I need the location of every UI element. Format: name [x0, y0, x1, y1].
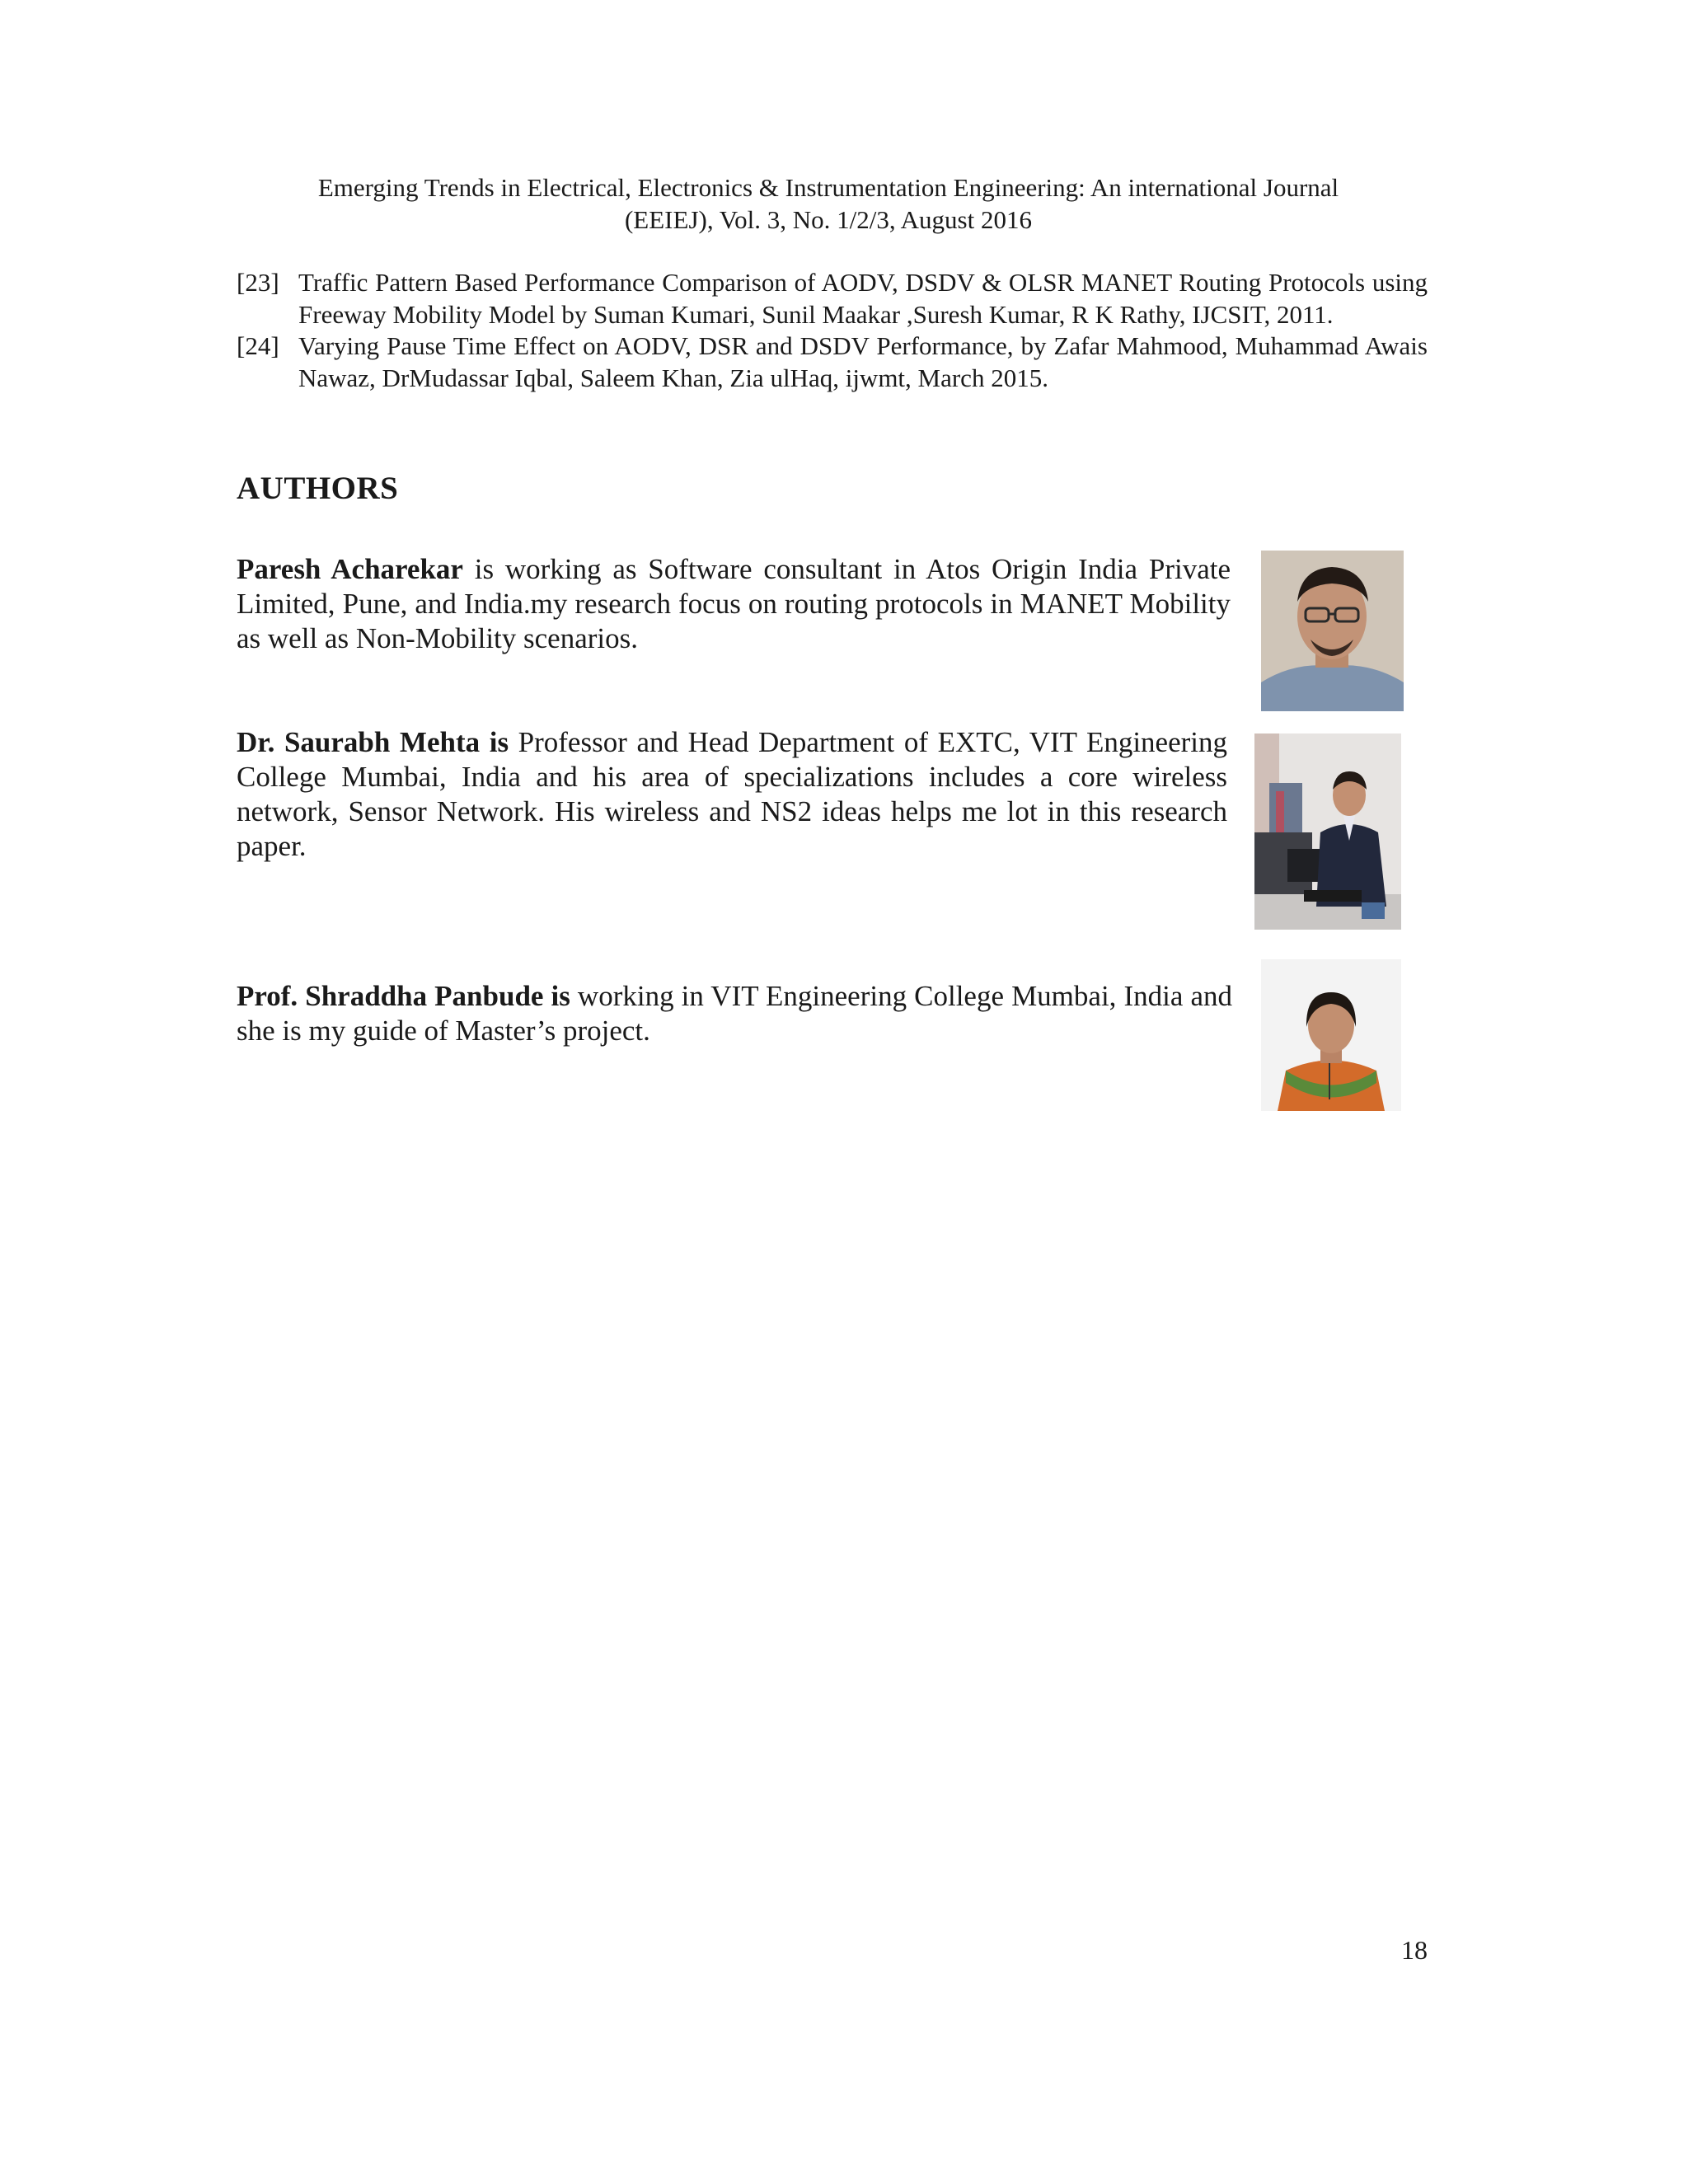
reference-number: [23]	[237, 268, 279, 297]
author-bio-paresh	[237, 552, 1231, 656]
running-header	[206, 171, 1451, 236]
author-name: Prof. Shraddha Panbude is	[237, 980, 570, 1012]
authors-heading: AUTHORS	[237, 471, 399, 506]
journal-volume-line: (EEIEJ), Vol. 3, No. 1/2/3, August 2016	[624, 205, 1032, 234]
author-bio-shraddha	[237, 979, 1232, 1048]
reference-list	[237, 267, 1428, 394]
author-bio-saurabh	[237, 725, 1227, 864]
reference-text: Varying Pause Time Effect on AODV, DSR and DSDV Performance, by Zafar Mahmood, Muhammad Awais Nawaz, DrMudassar Iqbal, Saleem Khan, Zia ulHaq, ijwmt, March 2015.	[298, 331, 1428, 392]
reference-item	[237, 267, 1428, 330]
author-name: Paresh Acharekar	[237, 553, 463, 585]
reference-number: [24]	[237, 331, 279, 360]
author-photo-saurabh	[1254, 733, 1401, 930]
reference-item	[237, 330, 1428, 394]
reference-text: Traffic Pattern Based Performance Comparison of AODV, DSDV & OLSR MANET Routing Protocols using Freeway Mobility Model by Suman Kumari, Sunil Maakar ,Suresh Kumar, R K Rathy, IJCSIT, 2011.	[298, 268, 1428, 329]
author-photo-paresh	[1261, 551, 1404, 711]
author-name: Dr. Saurabh Mehta is	[237, 726, 509, 758]
journal-title-line: Emerging Trends in Electrical, Electronics & Instrumentation Engineering: An international Journal	[317, 173, 1339, 202]
author-description: is working as Software consultant in Atos Origin India Private Limited, Pune, and India.my research focus on routing protocols in MANET Mobility as well as Non-Mobility scenarios.	[237, 553, 1231, 654]
page-number: 18	[1401, 1935, 1428, 1965]
author-description: working in VIT Engineering College Mumbai, India and she is my guide of Master’s project.	[237, 980, 1232, 1047]
author-photo-shraddha	[1261, 959, 1401, 1111]
author-description: Professor and Head Department of EXTC, VIT Engineering College Mumbai, India and his area of specializations includes a core wireless network, Sensor Network. His wireless and NS2 ideas helps me lot in this research paper.	[237, 726, 1227, 862]
